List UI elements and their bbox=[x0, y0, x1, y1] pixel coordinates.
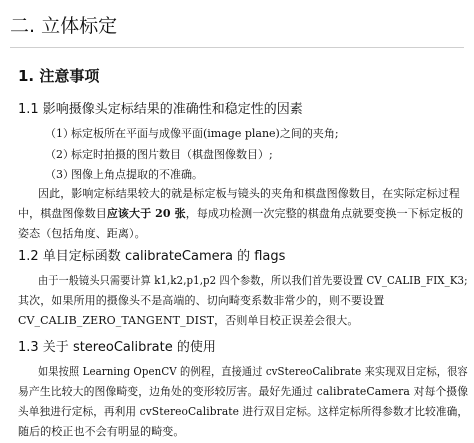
list-item-text: 标定板所在平面与成像平面(image plane)之间的夹角; bbox=[71, 127, 339, 140]
list-item bbox=[45, 167, 203, 183]
list-item-number: （2） bbox=[45, 148, 74, 161]
list-item-text: 标定时拍摄的图片数目（棋盘图像数目）; bbox=[71, 148, 273, 161]
list-item-number: （3） bbox=[45, 168, 74, 181]
paragraph-line: 由于一般镜头只需要计算 k1,k2,p1,p2 四个参数，所以我们首先要设置 CV_CALIB_FIX_K3; bbox=[38, 274, 468, 287]
paragraph-line: 因此，影响定标结果较大的就是标定板与镜头的夹角和棋盘图像数目，在实际定标过程 bbox=[38, 187, 460, 200]
title-divider bbox=[10, 47, 464, 48]
section-1-1-title: 1.1 影响摄像头定标结果的准确性和稳定性的因素 bbox=[18, 102, 303, 117]
paragraph-line bbox=[18, 206, 463, 222]
paragraph-line: 随后的校正也不会有明显的畸变。 bbox=[18, 425, 185, 438]
paragraph-text: 中，棋盘图像数目 bbox=[18, 207, 107, 220]
emphasis-text: 应该大于 20 张 bbox=[106, 207, 186, 220]
section-1-title: 1. 注意事项 bbox=[18, 67, 100, 85]
paragraph-line: 易产生比较大的图像畸变，边角处的变形较厉害。最好先通过 calibrateCamera 对每个摄像 bbox=[18, 385, 469, 398]
paragraph-line: CV_CALIB_ZERO_TANGENT_DIST，否则单目校正误差会很大。 bbox=[18, 314, 359, 327]
paragraph-line: 姿态（包括角度、距离）。 bbox=[18, 227, 146, 240]
section-1-2-title: 1.2 单目定标函数 calibrateCamera 的 flags bbox=[18, 249, 286, 264]
list-item-number: （1） bbox=[45, 127, 74, 140]
list-item bbox=[45, 147, 273, 163]
chapter-title: 二. 立体标定 bbox=[10, 15, 118, 37]
list-item-text: 图像上角点提取的不准确。 bbox=[71, 168, 203, 181]
paragraph-line: 如果按照 Learning OpenCV 的例程，直接通过 cvStereoCalibrate 来实现双目定标，很容 bbox=[38, 365, 468, 378]
paragraph-line: 头单独进行定标，再利用 cvStereoCalibrate 进行双目定标。这样定标所得参数才比较准确， bbox=[18, 405, 469, 418]
section-1-3-title: 1.3 关于 stereoCalibrate 的使用 bbox=[18, 340, 216, 355]
paragraph-text: ，每成功检测一次完整的棋盘角点就要变换一下标定板的 bbox=[185, 207, 464, 220]
paragraph-line: 其次，如果所用的摄像头不是高端的、切向畸变系数非常少的，则不要设置 bbox=[18, 294, 385, 307]
list-item bbox=[45, 126, 339, 142]
